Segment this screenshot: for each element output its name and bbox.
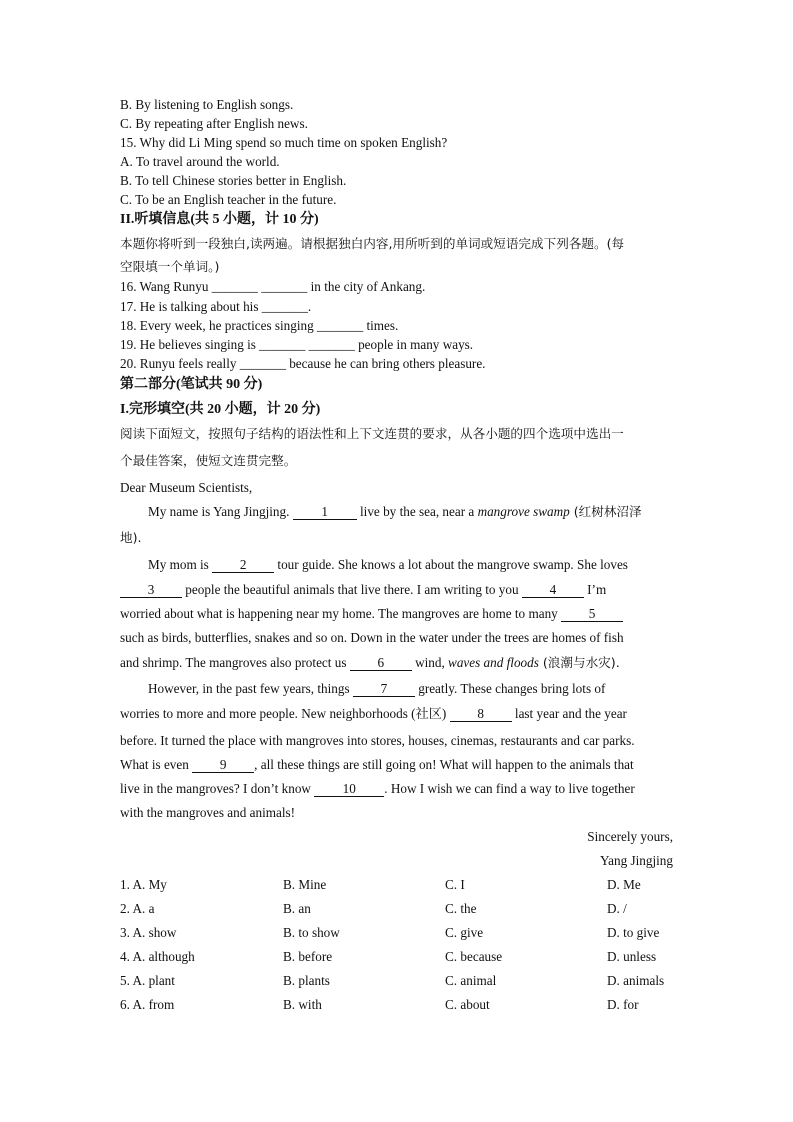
item-19: 19. He believes singing is _______ _______ people in many ways. [120,337,474,352]
part2-heading: 第二部分(笔试共 90 分) [120,377,263,392]
text-run: My mom is [148,557,213,572]
option-b: B. before [283,949,333,964]
paragraph-line [120,581,606,598]
option-b: B. an [283,901,311,916]
blank-5: 5 [561,607,623,622]
paragraph-line [120,605,623,622]
item-18: 18. Every week, he practices singing _______ times. [120,318,399,333]
text-run: What is even [120,757,193,772]
text-run: I’m [583,582,607,597]
blank-1: 1 [293,505,357,520]
cloze-heading: I.完形填空(共 20 小题，计 20 分) [120,402,321,417]
paragraph-line [148,503,642,520]
text-run: However, in the past few years, things [148,681,353,696]
text-run: tour guide. She knows a lot about the mangrove swamp. She loves [274,557,628,572]
text-run: live in the mangroves? I don’t know [120,781,315,796]
option-d: D. animals [607,973,665,988]
item-16: 16. Wang Runyu _______ _______ in the city of Ankang. [120,279,426,294]
option-c: C. animal [445,973,497,988]
paragraph-line: before. It turned the place with mangroves into stores, houses, cinemas, restaurants and car parks. [120,733,635,748]
option-c: C. about [445,997,490,1012]
option-d: D. for [607,997,639,1012]
q15-option-a: A. To travel around the world. [120,154,280,169]
option-b: B. plants [283,973,330,988]
option-a: 4. A. although [120,949,195,964]
option-d: D. / [607,901,627,916]
cloze-instruction: 阅读下面短文，按照句子结构的语法性和上下文连贯的要求，从各小题的四个选项中选出一 [120,426,624,441]
blank-6: 6 [350,656,412,671]
paragraph-line [120,780,635,797]
option-a: 6. A. from [120,997,175,1012]
text-run: wind, [411,655,449,670]
text-run: (红树林沼泽 [569,504,642,519]
paragraph-line [120,756,634,773]
letter-signature: Yang Jingjing [599,853,673,868]
item-20: 20. Runyu feels really _______ because he can bring others pleasure. [120,356,486,371]
paragraph-line [120,705,627,722]
text-run: My name is Yang Jingjing. [148,504,293,519]
q15-option-c: C. To be an English teacher in the future. [120,192,337,207]
q14-option-c: C. By repeating after English news. [120,116,308,131]
q15-option-b: B. To tell Chinese stories better in English. [120,173,347,188]
cloze-instruction-cont: 个最佳答案，使短文连贯完整。 [120,453,297,468]
blank-2: 2 [212,558,274,573]
option-b: B. Mine [283,877,327,892]
blank-7: 7 [353,682,415,697]
blank-9: 9 [192,758,254,773]
text-run: people the beautiful animals that live there. I am writing to you [182,582,522,597]
blank-8: 8 [450,707,512,722]
option-b: B. to show [283,925,340,940]
text-run: and shrimp. The mangroves also protect us [120,655,350,670]
option-c: C. because [445,949,503,964]
option-d: D. unless [607,949,657,964]
paragraph-line [148,680,605,697]
text-run: worried about what is happening near my home. The mangroves are home to many [120,606,562,621]
q15-question: 15. Why did Li Ming spend so much time on spoken English? [120,135,448,150]
blank-10: 10 [314,782,384,797]
text-run: . How I wish we can find a way to live together [384,781,635,796]
blank-4: 4 [522,583,584,598]
paragraph-line: with the mangroves and animals! [120,805,296,820]
text-run: (浪潮与水灾). [538,655,620,670]
letter-greeting: Dear Museum Scientists, [120,480,253,495]
option-a: 1. A. My [120,877,167,892]
section2-instruction-cont: 空限填一个单词。) [120,259,220,274]
section2-instruction: 本题你将听到一段独白,读两遍。请根据独白内容,用所听到的单词或短语完成下列各题。(每 [120,236,625,251]
text-run: , all these things are still going on! What will happen to the animals that [254,757,634,772]
section2-heading: II.听填信息(共 5 小题，计 10 分) [120,212,319,227]
paragraph-line [120,654,620,671]
item-17: 17. He is talking about his _______. [120,299,312,314]
option-c: C. the [445,901,477,916]
option-c: C. I [445,877,465,892]
paragraph-line [148,556,628,573]
option-b: B. with [283,997,322,1012]
option-d: D. to give [607,925,660,940]
option-d: D. Me [607,877,641,892]
blank-3: 3 [120,583,182,598]
option-a: 2. A. a [120,901,155,916]
option-a: 3. A. show [120,925,177,940]
option-c: C. give [445,925,484,940]
text-run: last year and the year [511,706,627,721]
letter-closing: Sincerely yours, [587,829,673,844]
text-run: worries to more and more people. New neighborhoods (社区) [120,706,450,721]
paragraph-line: such as birds, butterflies, snakes and so on. Down in the water under the trees are homes of fish [120,630,624,645]
text-run: live by the sea, near a [356,504,478,519]
paragraph-line: 地). [120,530,142,545]
text-run: greatly. These changes bring lots of [414,681,606,696]
option-a: 5. A. plant [120,973,175,988]
italic-term: mangrove swamp [477,504,570,519]
italic-term: waves and floods [448,655,539,670]
q14-option-b: B. By listening to English songs. [120,97,294,112]
